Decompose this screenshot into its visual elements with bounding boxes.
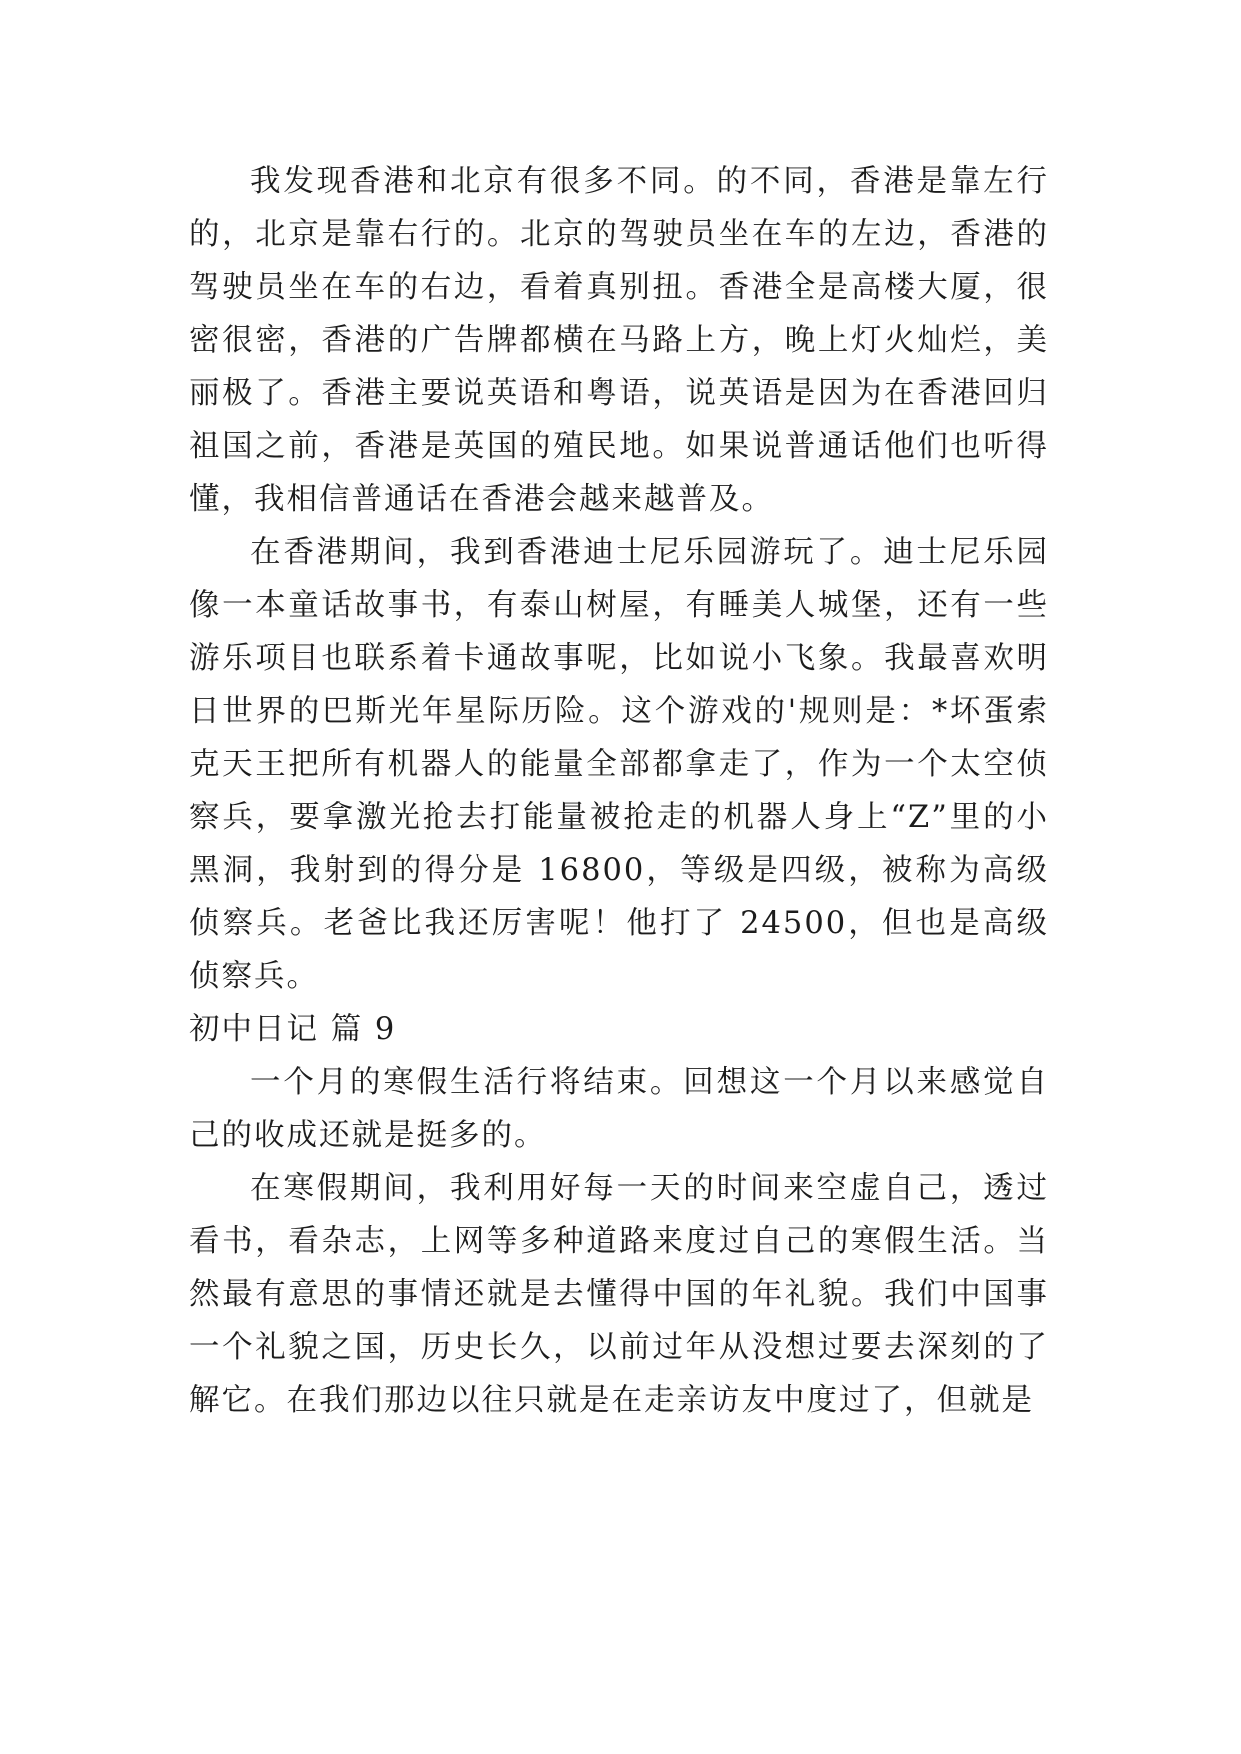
paragraph-hongkong-differences: 我发现香港和北京有很多不同。的不同，香港是靠左行的，北京是靠右行的。北京的驾驶员坐在车的左边，香港的驾驶员坐在车的右边，看着真别扭。香港全是高楼大厦，很密很密，香港的广告牌都横在马路上方，晚上灯火灿烂，美丽极了。香港主要说英语和粤语，说英语是因为在香港回归祖国之前，香港是英国的殖民地。如果说普通话他们也听得懂，我相信普通话在香港会越来越普及。 [189,164,1049,517]
paragraph-winter-break: 一个月的寒假生活行将结束。回想这一个月以来感觉自己的收成还就是挺多的。 [189,1065,1049,1153]
paragraph-new-year-etiquette: 在寒假期间，我利用好每一天的时间来空虚自己，透过看书，看杂志，上网等多种道路来度过自己的寒假生活。当然最有意思的事情还就是去懂得中国的年礼貌。我们中国事一个礼貌之国，历史长久，以前过年从没想过要去深刻的了解它。在我们那边以往只就是在走亲访友中度过了，但就是 [189,1171,1049,1418]
paragraph-disneyland: 在香港期间，我到香港迪士尼乐园游玩了。迪士尼乐园像一本童话故事书，有泰山树屋，有睡美人城堡，还有一些游乐项目也联系着卡通故事呢，比如说小飞象。我最喜欢明日世界的巴斯光年星际历险。这个游戏的'规则是：*坏蛋索克天王把所有机器人的能量全部都拿走了，作为一个太空侦察兵，要拿激光抢去打能量被抢走的机器人身上“Z”里的小黑洞，我射到的得分是 16800，等级是四级，被称为高级侦察兵。老爸比我还厉害呢！他打了 24500，但也是高级侦察兵。 [189,535,1049,994]
section-heading: 初中日记 篇 9 [189,1012,397,1047]
document-body [189,155,1049,1427]
